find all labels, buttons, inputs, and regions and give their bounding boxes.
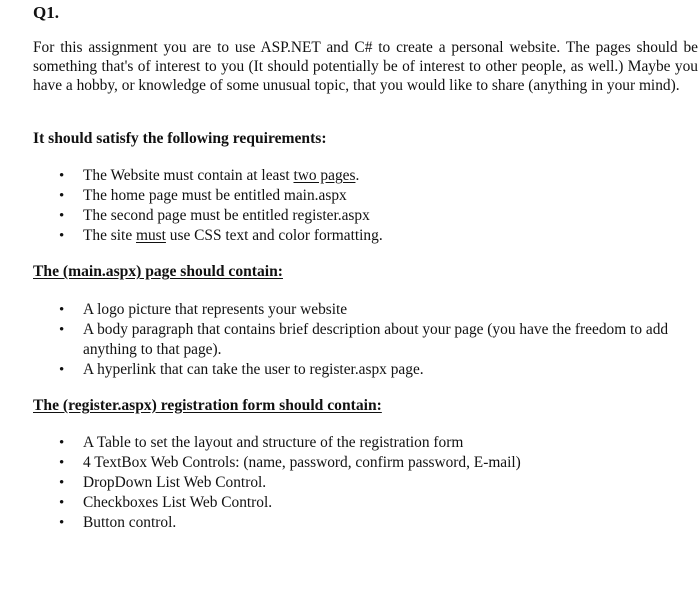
- list-item: [0, 433, 690, 453]
- bullet-icon: •: [59, 455, 65, 471]
- bullet-icon: •: [59, 322, 65, 338]
- list-item: [0, 206, 690, 226]
- item-text: The home page must be entitled main.aspx: [83, 187, 347, 204]
- bullet-icon: •: [59, 362, 65, 378]
- bullet-icon: •: [59, 302, 65, 318]
- register-page-list: [0, 433, 690, 533]
- item-text: A logo picture that represents your website: [83, 301, 348, 318]
- register-page-heading: The (register.aspx) registration form should contain:: [33, 397, 382, 414]
- list-item: [0, 513, 690, 533]
- item-text: The second page must be entitled register.aspx: [83, 207, 370, 224]
- item-text: 4 TextBox Web Controls: (name, password, confirm password, E-mail): [83, 454, 521, 471]
- list-item: [0, 360, 690, 380]
- requirements-list: [0, 166, 690, 246]
- item-emphasis: two pages: [293, 167, 356, 184]
- item-text-end: use CSS text and color formatting.: [165, 227, 383, 244]
- bullet-icon: •: [59, 188, 65, 204]
- item-text-end: .: [355, 167, 360, 184]
- list-item: [0, 473, 690, 493]
- list-item: [0, 453, 690, 473]
- main-page-list: [0, 300, 690, 380]
- main-page-heading: The (main.aspx) page should contain:: [33, 263, 283, 280]
- item-emphasis: must: [136, 227, 166, 244]
- item-text: DropDown List Web Control.: [83, 474, 267, 491]
- bullet-icon: •: [59, 208, 65, 224]
- item-text: A hyperlink that can take the user to register.aspx page.: [83, 361, 424, 378]
- question-title: Q1.: [33, 3, 59, 22]
- list-item: [0, 166, 690, 186]
- bullet-icon: •: [59, 168, 65, 184]
- requirements-heading: It should satisfy the following requirements:: [33, 130, 327, 147]
- bullet-icon: •: [59, 515, 65, 531]
- list-item: [0, 186, 690, 206]
- bullet-icon: •: [59, 435, 65, 451]
- item-text: A Table to set the layout and structure of the registration form: [83, 434, 464, 451]
- item-text: Button control.: [83, 514, 177, 531]
- intro-paragraph: For this assignment you are to use ASP.NET and C# to create a personal website. The pages should be something that's of interest to you (It should potentially be of interest to other people, as well.) Maybe you have a hobby, or knowledge of some unusual topic, that you would like to share (anything in your mind).: [33, 39, 698, 95]
- bullet-icon: •: [59, 495, 65, 511]
- list-item: [0, 226, 690, 246]
- item-text: Checkboxes List Web Control.: [83, 494, 273, 511]
- list-item: [0, 493, 690, 513]
- bullet-icon: •: [59, 228, 65, 244]
- item-text: The Website must contain at least: [83, 167, 294, 184]
- list-item: [0, 300, 690, 320]
- list-item: [0, 320, 690, 360]
- bullet-icon: •: [59, 475, 65, 491]
- item-text: The site: [83, 227, 136, 244]
- item-text: A body paragraph that contains brief description about your page (you have the freedom to add anything to that page).: [83, 321, 669, 358]
